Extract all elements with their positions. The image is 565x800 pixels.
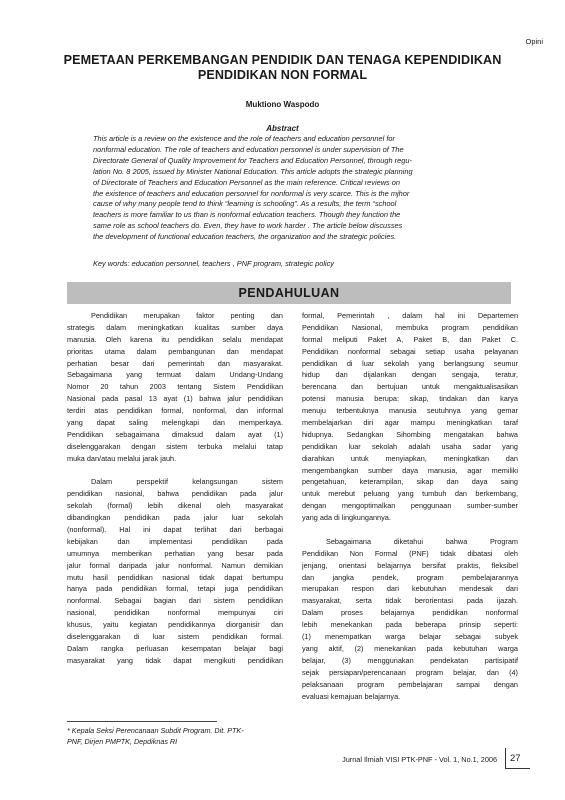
body-line: pelaksanaan program pembelajaran sampai dengan [302,679,518,689]
body-line: pendidikan di luar sekolah yang berlangsung seumur [302,358,518,368]
body-line: strategis dalam meningkatkan kualitas sumber daya [67,322,283,332]
body-line: yang ada di lingkungannya. [302,513,391,523]
abstract-line: the existence of teachers and education personnel for nonformal is very scarce. This is the mjhor [93,188,410,198]
body-line: untuk merebut peluang yang tumbuh dan berkembang, [302,489,518,499]
body-line: sejak persiapan/perencanaan program belajar, dan (4) [302,667,518,677]
abstract-line: Directorate General of Quality Improvement for Teachers and Education Personnel, through regu- [93,155,412,165]
body-line: belajar, (3) menggunakan pendekatan partisipatif [302,655,518,665]
body-line: masyarakat yang tidak dapat mengikuti pendidikan [67,655,283,665]
body-line: jenjang, orientasi belajarnya bersifat praktis, fleksibel [302,560,518,570]
section-heading: PENDAHULUAN [238,286,340,300]
body-line: mengembangkan sumber daya manusia, agar memiliki [302,465,518,475]
abstract-line: same role as school teachers do. Even, they have to work harder . The article below discusses [93,221,403,231]
abstract-line: cause of why many people tend to think “learning is schooling”. As a results, the term “school [93,199,397,209]
body-line: merupakan respon dari kebutuhan mendesak dari [302,584,518,594]
footnote-line: PNF, Dirjen PMPTK, Depdiknas RI [67,736,178,746]
body-line: muka dan/atau melalui jarak jauh. [67,453,177,463]
footnote-line: * Kepala Seksi Perencanaan Subdit Program. Dit. PTK- [67,726,244,735]
body-line: diselenggarakan dengan sistem terbuka melalui tatap [67,441,283,451]
body-line: masyarakat, serta tidak berorientasi pada ijazah. [302,596,518,606]
abstract-line: lation No. 8 2005, issued by Minister National Education. This article adopts the strategic planning [93,166,413,176]
page-number: 27 [510,753,521,764]
abstract-body [93,134,503,243]
body-line: hanya pada pendidikan formal, tetapi juga pendidikan [67,584,283,594]
body-line: berencana dan bertujuan untuk mengaktualisasikan [302,382,518,392]
body-line: Sebagaimana yang termuat dalam Undang-Undang [67,370,283,380]
body-line: nasional, pendidikan nonformal mempunyai ciri [67,608,283,618]
body-line: perhatian besar dari pemerintah dan masyarakat. [67,358,283,368]
body-line: formal meliputi Paket A, Paket B, dan Paket C. [302,334,518,344]
footnote-divider [67,721,217,722]
body-line: pengetahuan, keterampilan, sikap dan daya saing [302,477,518,487]
body-line: kebijakan dan implementasi pendidikan pada [67,536,283,546]
title-line: PENDIDIKAN NON FORMAL [197,68,368,82]
right-column [302,310,518,702]
body-line: umumnya memberikan perhatian yang besar pada [67,548,283,558]
body-line: terdiri atas pendidikan formal, nonformal, dan informal [67,406,283,416]
body-line: yang dapat saling melengkapi dan memperkaya. [67,418,283,428]
abstract-line: This article is a review on the existence and the role of teachers and education personnel for [93,134,395,143]
body-line: evaluasi kemajuan belajarnya. [302,691,401,701]
section-label: Opini [525,37,543,46]
body-line: Pendidikan sebagaimana dimaksud dalam ayat (1) [67,429,283,439]
body-line: prioritas utama dalam pembangunan dan mendapat [67,346,283,356]
body-line: Pendidikan nonformal sebagai setiap usaha pelayanan [302,346,518,356]
page-number-box [505,748,530,769]
paragraph-gap [67,465,283,477]
body-line: hidupnya. Sedangkan Sihombing mengatakan bahwa [302,429,518,439]
body-line: potensi manusia berupa: sikap, tindakan dan karya [302,394,518,404]
author-name: Muktiono Waspodo [245,100,320,109]
footnote [67,726,287,747]
abstract-heading: Abstract [266,124,299,133]
left-column [67,310,283,667]
abstract-line: teachers is more familiar to us than is nonformal education teachers. Though they function the [93,210,401,220]
body-line: dan jangka pendek, program pembelajarannya [302,572,518,582]
body-line: mutu hasil pendidikan nasional tidak dapat bertumpu [67,572,283,582]
body-line: hidup dan dijalankan dengan sengaja, teratur, [302,370,518,380]
body-line: khusus, yaitu kegiatan pendidikannya diorganisir dan [67,620,283,630]
body-line: manusia. Oleh karena itu pendidikan selalu mendapat [67,334,283,344]
body-line: (1) menempatkan warga belajar sebagai subyek [302,632,518,642]
body-line: Sebagaimana diketahui bahwa Program [326,536,518,546]
body-line: (nonformal). Hal ini dapat terlihat dari berbagai [67,525,283,535]
body-line: jalur formal daripada jalur nonformal. Namun demikian [67,560,283,570]
body-line: Dalam perspektif kelangsungan sistem [91,477,283,487]
body-line: yang aktif, (2) menekankan pada kebutuhan warga [302,643,518,653]
article-title [40,53,525,83]
body-line: dengan mengoptimalkan penggunaan sumber-sumber [302,501,518,511]
body-line: pendidikan luar sekolah adalah usaha sadar yang [302,441,518,451]
journal-citation: Jurnal Ilmiah VISI PTK-PNF - Vol. 1, No.1, 2006 [342,755,497,764]
title-line: PEMETAAN PERKEMBANGAN PENDIDIK DAN TENAGA KEPENDIDIKAN [63,53,502,67]
body-line: pendidikan nasional, bahwa pendidikan pada jalur [67,489,283,499]
abstract-line: the development of functional education teachers, the organization and the strategic policies. [93,232,397,242]
abstract-line: nonformal education. The role of teachers and education personnel is under supervision of The [93,144,404,154]
keywords: Key words: education personnel, teachers , PNF program, strategic policy [93,259,334,268]
body-line: membelajarkan diri agar mampu meningkatkan taraf [302,418,518,428]
abstract-line: of Directorate of Teachers and Education Personnel as the main reference. Critical reviews on [93,177,401,187]
body-line: Pendidikan merupakan faktor penting dan [91,311,283,320]
body-line: dibandingkan pendidikan pada jalur luar sekolah [67,513,283,523]
body-line: lebih menekankan pada beberapa prinsip seperti: [302,620,518,630]
body-line: Pendidikan Nasional, membuka program pendidikan [302,322,518,332]
body-line: diselenggarakan di luar sistem pendidikan formal. [67,632,283,642]
body-line: Dalam rangka perluasan kesempatan belajar bagi [67,643,283,653]
paragraph-gap [302,524,518,536]
body-line: diarahkan untuk menyiapkan, meningkatkan dan [302,453,518,463]
body-line: Pendidikan Non Formal (PNF) tidak dibatasi oleh [302,548,518,558]
body-line: nonformal. Sebagai bagian dari sistem pendidikan [67,596,283,606]
body-line: Nasional pada pasal 13 ayat (1) bahwa jalur pendidikan [67,394,283,404]
body-line: Dalam proses belajarnya pendidikan nonformal [302,608,518,618]
body-line: sekolah (formal) lebih dikenal oleh masyarakat [67,501,283,511]
body-line: menuju terbentuknya manusia seutuhnya yang gemar [302,406,518,416]
section-heading-band [67,282,511,304]
body-line: Nomor 20 tahun 2003 tentang Sistem Pendidikan [67,382,283,392]
body-line: formal, Pemerintah , dalam hal ini Departemen [302,311,518,320]
